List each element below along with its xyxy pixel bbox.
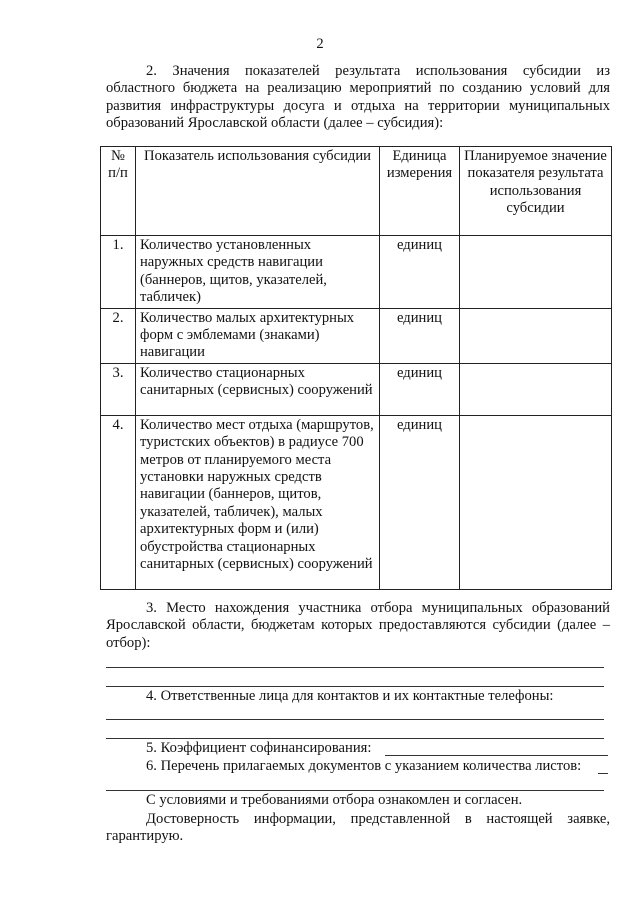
section-2-paragraph: 2. Значения показателей результата использования субсидии из областного бюджета на реализацию мероприятий по созданию условий для развития инфраструктуры досуга и отдыха на территории муниципальных образований Ярославской области (далее – субсидия): [106,63,610,132]
agreement-statement: С условиями и требованиями отбора ознакомлен и согласен. [146,792,523,808]
table-row [101,308,612,363]
row-planned-value[interactable] [460,236,612,309]
blank-line[interactable] [106,719,604,720]
blank-line[interactable] [106,667,604,668]
blank-line[interactable] [106,686,604,687]
row-indicator: Количество мест отдыха (маршрутов, туристских объектов) в радиусе 700 метров от планируемого места установки наружных средств навигации (баннеров, щитов, указателей, табличек), малых архитектурных форм и (или) обустройства стационарных санитарных (сервисных) сооружений [136,415,380,589]
section-4-paragraph: 4. Ответственные лица для контактов и их контактные телефоны: [146,688,554,704]
row-indicator: Количество установленных наружных средств навигации (баннеров, щитов, указателей, табличек) [136,236,380,309]
row-num: 2. [101,308,136,363]
documents-input-line[interactable] [598,773,608,774]
row-unit: единиц [380,308,460,363]
row-num: 1. [101,236,136,309]
row-planned-value[interactable] [460,363,612,415]
section-3-paragraph: 3. Место нахождения участника отбора муниципальных образований Ярославской области, бюджетам которых предоставляются субсидии (далее – отбор): [106,600,610,651]
blank-line[interactable] [106,790,604,791]
cofinancing-input-line[interactable] [385,755,608,756]
row-unit: единиц [380,363,460,415]
guarantee-statement: Достоверность информации, представленной в настоящей заявке, гарантирую. [106,811,610,845]
row-planned-value[interactable] [460,415,612,589]
row-unit: единиц [380,415,460,589]
section-5-label: 5. Коэффициент софинансирования: [146,740,372,756]
header-num: № п/п [101,147,136,236]
row-num: 4. [101,415,136,589]
header-indicator: Показатель использования субсидии [136,147,380,236]
page-number: 2 [316,36,324,52]
table-row [101,236,612,309]
header-planned-value: Планируемое значение показателя результата использования субсидии [460,147,612,236]
indicators-table [100,146,612,590]
table-row [101,363,612,415]
table-header-row [101,147,612,236]
table-row [101,415,612,589]
row-num: 3. [101,363,136,415]
section-6-label: 6. Перечень прилагаемых документов с указанием количества листов: [146,758,582,774]
row-indicator: Количество малых архитектурных форм с эмблемами (знаками) навигации [136,308,380,363]
header-unit: Единица измерения [380,147,460,236]
row-planned-value[interactable] [460,308,612,363]
blank-line[interactable] [106,738,604,739]
row-unit: единиц [380,236,460,309]
row-indicator: Количество стационарных санитарных (сервисных) сооружений [136,363,380,415]
